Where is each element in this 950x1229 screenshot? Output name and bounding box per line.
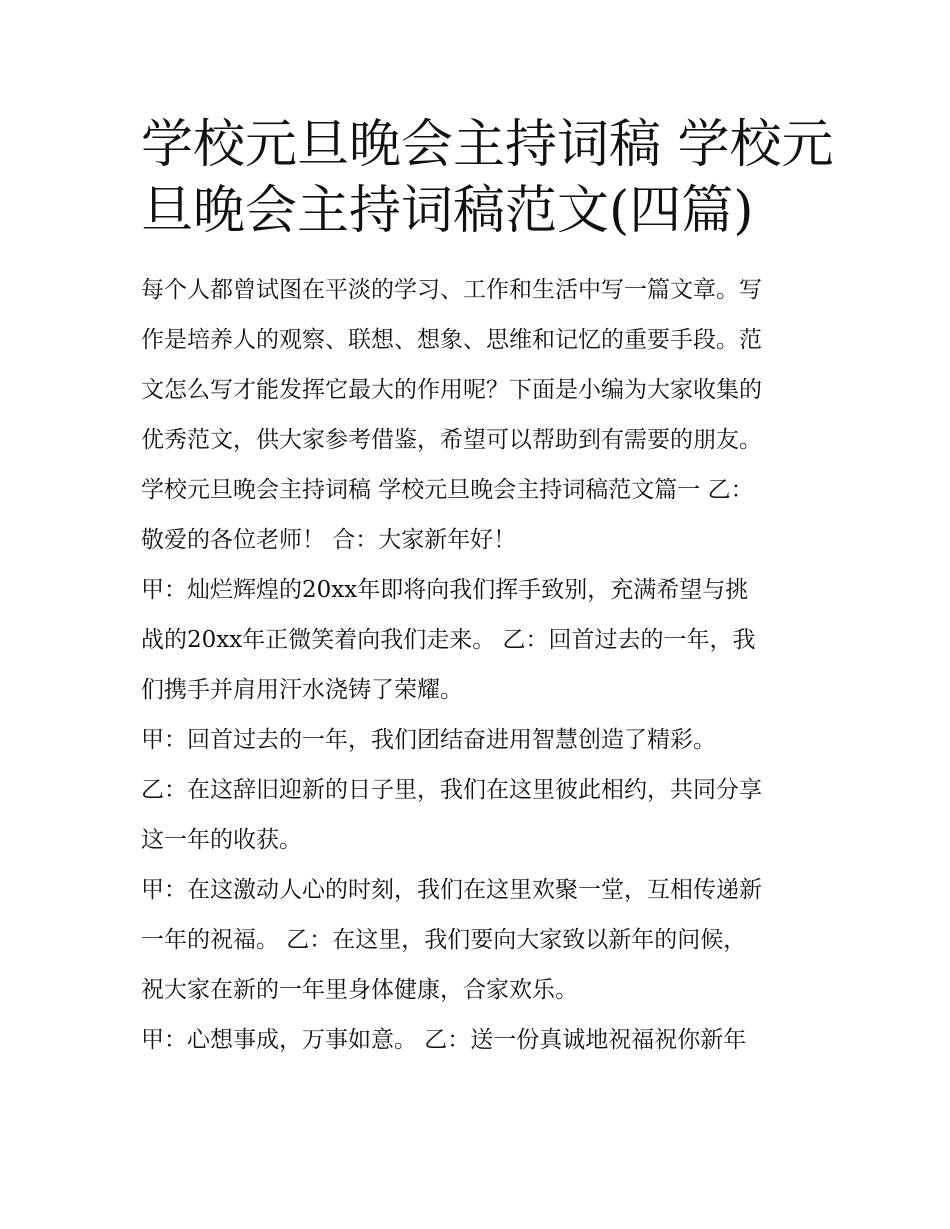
text-line: 作是培养人的观察、联想、想象、思维和记忆的重要手段。范 xyxy=(141,327,762,353)
text-line: 文怎么写才能发挥它最大的作用呢？下面是小编为大家收集的 xyxy=(141,377,762,403)
dialogue-paragraph xyxy=(141,715,821,765)
text-line: 祝大家在新的一年里身体健康，合家欢乐。 xyxy=(141,977,578,1003)
document-page xyxy=(141,112,834,1065)
text-line: 们携手并肩用汗水浇铸了荣耀。 xyxy=(141,677,463,703)
text-line: 乙：在这辞旧迎新的日子里，我们在这里彼此相约，共同分享 xyxy=(141,777,762,803)
text-line: 甲：回首过去的一年，我们团结奋进用智慧创造了精彩。 xyxy=(141,727,716,753)
title-line: 学校元旦晚会主持词稿 学校元 xyxy=(141,115,834,175)
text-line: 一年的祝福。 乙：在这里，我们要向大家致以新年的问候， xyxy=(141,927,747,953)
dialogue-paragraph xyxy=(141,865,821,1015)
intro-paragraph xyxy=(141,265,821,565)
title-line: 旦晚会主持词稿范文(四篇) xyxy=(141,181,754,241)
document-title xyxy=(141,112,834,244)
text-line: 甲：在这激动人心的时刻，我们在这里欢聚一堂，互相传递新 xyxy=(141,877,762,903)
text-line: 甲：灿烂辉煌的20xx年即将向我们挥手致别，充满希望与挑 xyxy=(141,577,749,603)
text-line: 优秀范文，供大家参考借鉴，希望可以帮助到有需要的朋友。 xyxy=(141,427,762,453)
text-line: 敬爱的各位老师！ 合：大家新年好！ xyxy=(141,527,517,553)
dialogue-paragraph xyxy=(141,565,821,715)
text-line: 战的20xx年正微笑着向我们走来。 乙：回首过去的一年，我 xyxy=(141,627,756,653)
dialogue-paragraph xyxy=(141,1015,821,1065)
text-line: 这一年的收获。 xyxy=(141,827,302,853)
text-line: 学校元旦晚会主持词稿 学校元旦晚会主持词稿范文篇一 乙： xyxy=(141,477,754,503)
text-line: 每个人都曾试图在平淡的学习、工作和生活中写一篇文章。写 xyxy=(141,277,762,303)
text-line: 甲：心想事成，万事如意。 乙：送一份真诚地祝福祝你新年 xyxy=(141,1027,747,1053)
dialogue-paragraph xyxy=(141,765,821,865)
